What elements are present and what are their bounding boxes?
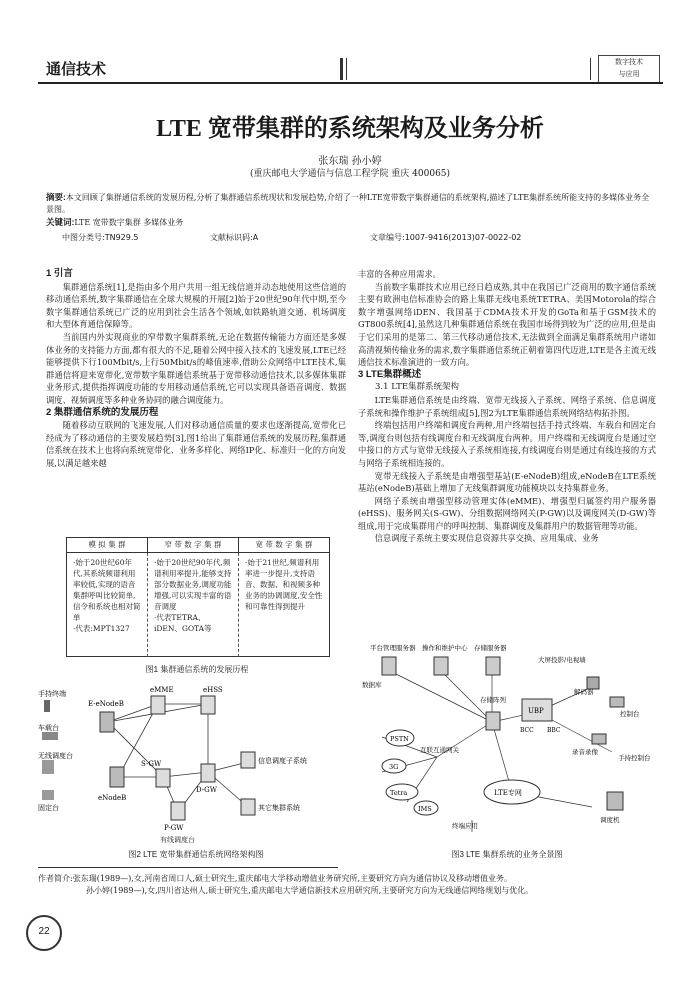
paragraph: 信息调度子系统主要实现信息资源共享交换、应用集成、业务 (374, 533, 599, 544)
paragraph: 集群通信系统[1],是指由多个用户共用一组无线信道并动态地使用这些信道的移动通信系统,数字集群通信在全球大规模的开展[2]始于20世纪90年代中期,至今数字集群通信系统已广泛的应用到社会生活各个领域,如铁路轨道交通、机场调度和大型体育通信保障等。 (46, 281, 346, 330)
recorder-icon (592, 734, 606, 744)
server-icon (156, 769, 170, 787)
fig2-label: 信息调度子系统 (258, 757, 307, 765)
fig3-label: 录音录像 (572, 748, 598, 756)
paragraph: 丰富的各种应用需求。 (358, 269, 441, 279)
paragraph: 宽带无线接入子系统是由增强型基站(E-eNodeB)组成,eNodeB在LTE系统基站(eNodeB)基础上增加了无线集群调度功能模块以支持集群业务。 (358, 470, 656, 494)
figure-2-diagram (38, 682, 350, 832)
article-title: LTE 宽带集群的系统架构及业务分析 (156, 116, 544, 142)
fig3-label: 操作和维护中心 (422, 644, 468, 652)
fig2-label: 其它集群系统 (258, 804, 300, 812)
paragraph: 随着移动互联网的飞速发展,人们对移动通信质量的要求也逐渐提高,宽带化已经成为了移动通信的主要发展趋势[3],图1给出了集群通信系统的发展历程,集群通信系统在技术上也将向系统宽带化、业务多样化、网络IP化、标准归一化的方向发展,以满足越来越 (46, 420, 346, 468)
fig3-label: 3G (389, 763, 399, 771)
storage-icon (486, 712, 500, 730)
fig3-label: 控制台 (620, 710, 640, 718)
paragraph: 当前数字集群技术应用已经日趋成熟,其中在我国已广泛商用的数字通信系统主要有欧洲电信标准协会的路上集群无线电系统TETRA、美国Motorola的综合数字增强网络iDEN、我国基于CDMA技术开发的GoTa和基于GSM技术的GT800系统[4],虽然这几种集群通信系统在我国市场得到较为广泛的应用,但是由于它们采用的是第二、第三代移动通信技术,无法做到全面满足集群系统用户诸如高清视频传输业务的需求,数字集群通信系统正朝着第四代迈进,LTE是各主流无线通信技术标准演进的一致方向。 (358, 281, 656, 368)
server-icon (201, 764, 215, 782)
page-number: 22 (26, 915, 62, 951)
console-icon (610, 697, 624, 707)
fig3-label: LTE专网 (494, 789, 522, 797)
left-column (46, 268, 346, 470)
figure-3-caption: 图3 LTE 集群系统的业务全景图 (451, 850, 563, 859)
fig1-broadband-cell: ·始于21世纪,频谱利用率进一步提升,支持语音、数据、和视频多种业务的协调调度,安全性和可靠性得到提升 (245, 558, 323, 611)
clc-number: 中图分类号:TN929.5 (62, 233, 139, 242)
fig3-label: 存储服务器 (474, 644, 507, 652)
fig2-label: D-GW (196, 786, 217, 794)
computer-icon (241, 752, 255, 768)
fig3-label: BCC (520, 727, 534, 734)
fig3-label: 数据库 (362, 681, 382, 689)
fig3-label: UBP (528, 707, 544, 715)
fig3-label: 手持控制台 (618, 754, 651, 762)
fig3-label: 调度机 (600, 816, 620, 824)
fig2-label: 手持终端 (38, 690, 66, 698)
handset-icon (44, 700, 50, 712)
enodeb-tower-icon (110, 767, 124, 787)
fig1-header-analog: 模 拟 集 群 (67, 538, 148, 552)
fig3-label: 互联互通网关 (420, 746, 459, 754)
fig3-label: BBC (547, 727, 561, 734)
document-code: 文献标识码:A (210, 233, 259, 242)
computer-icon (241, 799, 255, 815)
server-icon (486, 657, 500, 675)
fig2-label: 固定台 (38, 804, 59, 812)
article-number: 文章编号:1007-9416(2013)07-0022-02 (370, 233, 522, 242)
figure-1-caption: 图1 集群通信系统的发展历程 (145, 665, 249, 674)
header-rule (38, 82, 663, 84)
paragraph: LTE集群通信系统是由终端、宽带无线接入子系统、网络子系统、信息调度子系统和操作维护子系统组成[5],图2为LTE集群通信系统网络结构拓扑图。 (358, 394, 656, 418)
fig2-label-wired: 有线调度台 (160, 836, 195, 844)
subsection-heading: 3.1 LTE集群系统架构 (375, 382, 460, 393)
fig1-analog-cell: ·始于20世纪60年代,其系统频谱利用率较低,实现的语音集群呼叫比较简单,信令和系统也相对简单 ·代表:MPT1327 (67, 553, 148, 657)
server-icon (151, 696, 165, 714)
fig1-narrowband-cell: ·始于20世纪90年代,频谱利用率提升,能够支持部分数据业务,调度功能增强,可以实现丰富的语音调度 ·代表TETRA、iDEN、GOTA等 (148, 553, 239, 657)
fig3-label: 平台管理服务器 (370, 644, 416, 652)
figure-2-caption: 图2 LTE 宽带集群通信系统网络架构图 (128, 850, 264, 859)
paragraph: 网络子系统由增强型移动管理实体(eMME)、增强型归属签约用户服务器(eHSS)、服务网关(S-GW)、分组数据网络网关(P-GW)以及调度网关(D-GW)等组成,用于完成集群用户的呼叫控制、集群调度及集群用户的数据管理等功能。 (358, 495, 656, 531)
abstract: 摘要:本文回顾了集群通信系统的发展历程,分析了集群通信系统现状和发展趋势,介绍了一种LTE宽带数字集群通信的系统架构,描述了LTE集群系统所能支持的多媒体业务全景图。 关键词:LTE 宽带数字集群 多媒体业务 (46, 192, 650, 227)
fig2-label: E-eNodeB (88, 700, 124, 708)
affiliation: (重庆邮电大学通信与信息工程学院 重庆 400065) (249, 169, 451, 179)
server-icon (434, 657, 448, 675)
section-heading: 2 集群通信系统的发展历程 (46, 406, 159, 418)
fig3-label: Tetra (390, 789, 408, 797)
dispatcher-icon (607, 792, 623, 810)
fig3-label: 解码器 (574, 688, 594, 696)
fig2-label: eMME (150, 686, 174, 694)
section-heading: 1 引言 (46, 268, 73, 279)
figure-3-diagram (362, 642, 658, 834)
fig1-header-narrowband: 窄 带 数 字 集 群 (148, 538, 239, 552)
footnote-rule (38, 867, 338, 868)
fig2-label: 无线调度台 (38, 752, 73, 760)
figure-1 (66, 537, 330, 657)
fig2-label: eNodeB (98, 794, 127, 802)
enodeb-tower-icon (100, 712, 114, 732)
fig2-label: eHSS (203, 686, 223, 694)
authors: 张东瑞 孙小婷 (318, 156, 382, 167)
fig2-label: S-GW (141, 760, 162, 768)
fig2-label: 车载台 (38, 724, 59, 732)
fig1-header-broadband: 宽 带 数 字 集 群 (255, 540, 313, 549)
paragraph: 终端包括用户终端和调度台两种,用户终端包括手持式终端、车载台和固定台等,调度台则包括有线调度台和无线调度台两种。用户终端和无线调度台是通过空中接口的方式与宽带无线接入子系统相连接,有线调度台则是通过有线连接的方式与网络子系统相连接的。 (358, 420, 656, 468)
car-icon (42, 732, 58, 740)
journal-logo: 数字技术 与应用 (598, 55, 660, 83)
paragraph: 当前国内外实现商业的窄带数字集群系统,无论在数据传输能力方面还是多媒体业务的支持能力方面,都有很大的不足,随着公网中接入技术的飞速发展,LTE已经能够提供下行100Mbit/s,上行50Mbit/s的峰值速率,借助公众网络中LTE技术,集群通信将迎来宽带化,宽带数字集群通信系统基于宽带移动通信技术,以多媒体集群业务形式,提供指挥调度功能的专用移动通信系统,它可以实现具备语音调度、数据调度、视频调度等多种业务协同的融合调度能力。 (46, 331, 346, 405)
server-icon (171, 802, 185, 820)
section-heading: 3 LTE集群概述 (358, 368, 422, 380)
server-icon (382, 657, 396, 675)
fig3-label: 终端应用 (452, 822, 478, 830)
radio-icon (42, 760, 54, 774)
right-column (358, 268, 656, 545)
fig2-label: P-GW (164, 824, 184, 832)
author-bio: 作者简介:张东瑞(1989—),女,河南省周口人,硕士研究生,重庆邮电大学移动增值业务研究所,主要研究方向为通信协议及移动增值业务。 孙小婷(1989—),女,四川省达州人,硕士研究生,重庆邮电大学通信新技术应用研究所,主要研究方向为无线通信网络规划与优化。 (38, 874, 534, 895)
header-divider (590, 58, 591, 80)
header-divider (340, 58, 343, 80)
fixed-station-icon (42, 790, 54, 800)
fig3-label: IMS (418, 805, 432, 813)
fig3-label: PSTN (390, 735, 409, 743)
server-icon (201, 696, 215, 714)
fig3-label: 存储阵列 (480, 696, 506, 704)
section-label: 通信技术 (46, 61, 107, 78)
header-divider (346, 58, 347, 80)
fig3-label: 大屏投影/电视墙 (538, 656, 586, 664)
